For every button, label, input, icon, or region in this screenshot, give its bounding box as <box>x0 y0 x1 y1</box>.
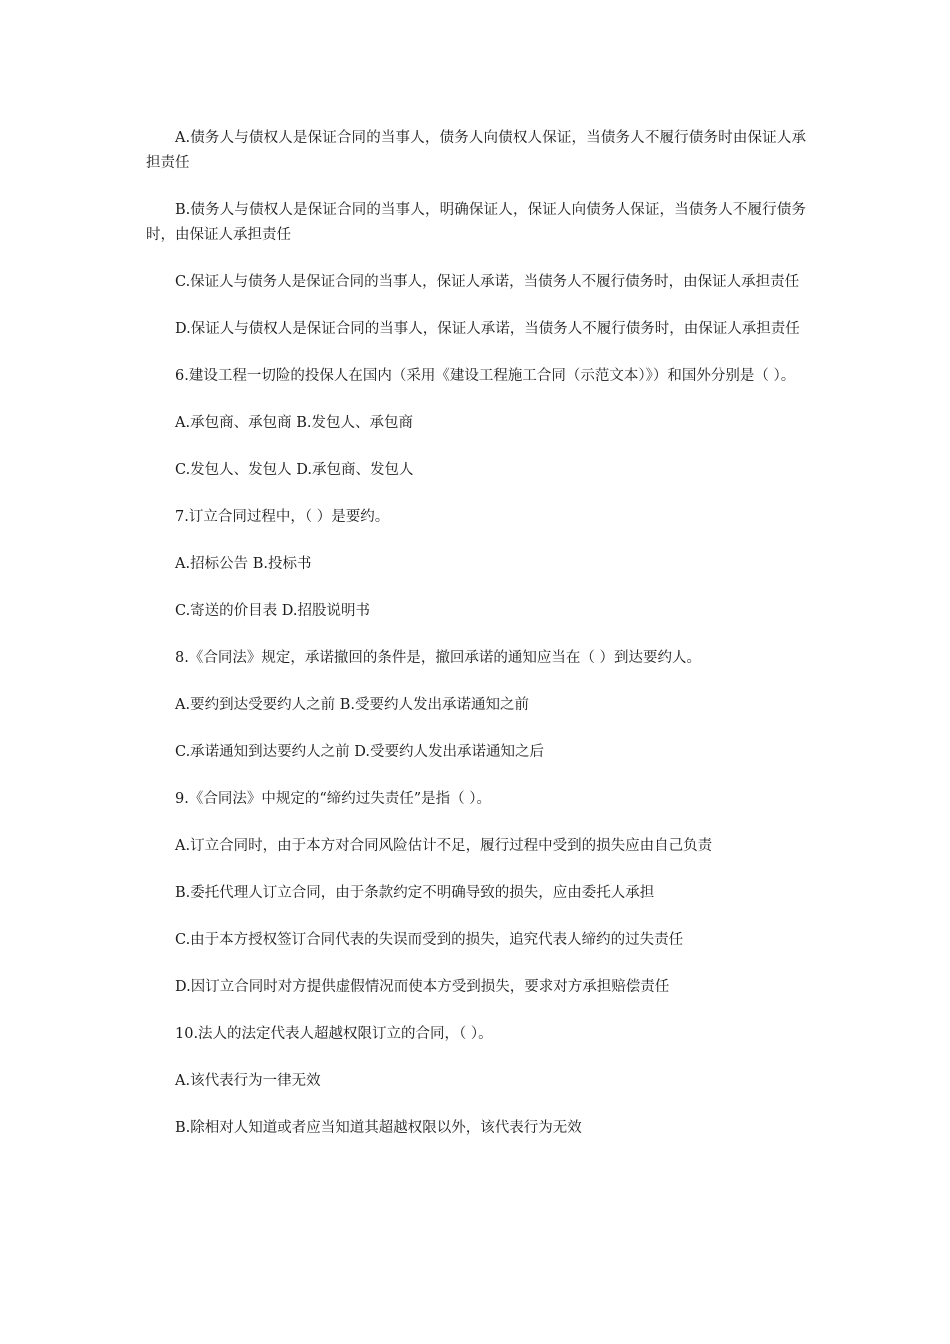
option-paragraph: C.寄送的价目表 D.招股说明书 <box>175 603 371 619</box>
document-page <box>146 126 806 1163</box>
question-paragraph: 6.建设工程一切险的投保人在国内（采用《建设工程施工合同（示范文本）》）和国外分别是（ ）。 <box>175 368 796 384</box>
option-paragraph: B.债务人与债权人是保证合同的当事人，明确保证人，保证人向债务人保证，当债务人不履行债务时，由保证人承担责任 <box>146 202 806 243</box>
question-paragraph: 7.订立合同过程中，（ ）是要约。 <box>175 509 390 525</box>
option-paragraph: D.因订立合同时对方提供虚假情况而使本方受到损失，要求对方承担赔偿责任 <box>175 979 670 995</box>
option-paragraph: B.除相对人知道或者应当知道其超越权限以外，该代表行为无效 <box>175 1120 582 1136</box>
question-paragraph: 9.《合同法》中规定的“缔约过失责任”是指（ ）。 <box>175 791 492 807</box>
option-paragraph: A.承包商、承包商 B.发包人、承包商 <box>175 415 413 431</box>
question-paragraph: 8.《合同法》规定，承诺撤回的条件是，撤回承诺的通知应当在（ ）到达要约人。 <box>175 650 701 666</box>
option-paragraph: C.保证人与债务人是保证合同的当事人，保证人承诺，当债务人不履行债务时，由保证人承担责任 <box>175 274 800 290</box>
option-paragraph: A.债务人与债权人是保证合同的当事人，债务人向债权人保证，当债务人不履行债务时由保证人承担责任 <box>146 130 806 171</box>
option-paragraph: D.保证人与债权人是保证合同的当事人，保证人承诺，当债务人不履行债务时，由保证人承担责任 <box>175 321 800 337</box>
option-paragraph: A.订立合同时，由于本方对合同风险估计不足，履行过程中受到的损失应由自己负责 <box>175 838 713 854</box>
option-paragraph: C.承诺通知到达要约人之前 D.受要约人发出承诺通知之后 <box>175 744 545 760</box>
option-paragraph: A.该代表行为一律无效 <box>175 1073 321 1089</box>
option-paragraph: C.由于本方授权签订合同代表的失误而受到的损失，追究代表人缔约的过失责任 <box>175 932 684 948</box>
option-paragraph: C.发包人、发包人 D.承包商、发包人 <box>175 462 414 478</box>
option-paragraph: A.要约到达受要约人之前 B.受要约人发出承诺通知之前 <box>175 697 529 713</box>
option-paragraph: B.委托代理人订立合同，由于条款约定不明确导致的损失，应由委托人承担 <box>175 885 655 901</box>
question-paragraph: 10.法人的法定代表人超越权限订立的合同，（ ）。 <box>175 1026 493 1042</box>
option-paragraph: A.招标公告 B.投标书 <box>175 556 312 572</box>
